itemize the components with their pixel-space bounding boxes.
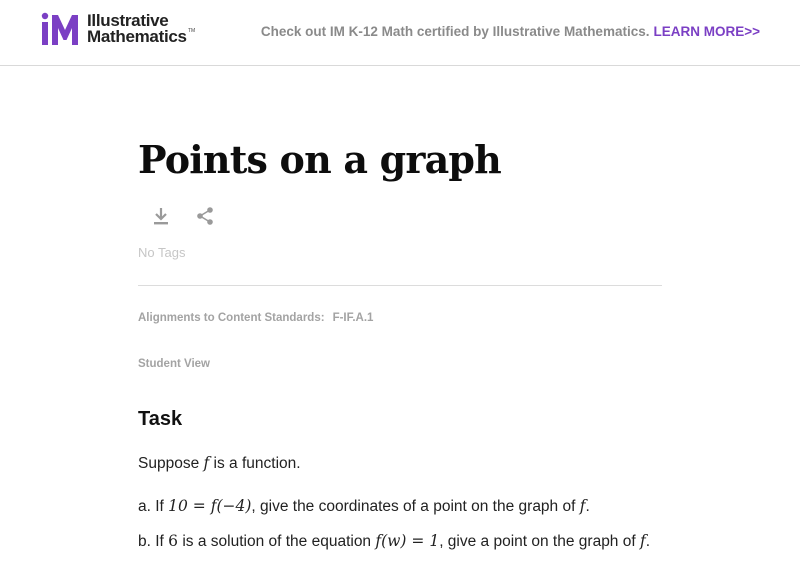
section-divider (138, 285, 662, 286)
promo-banner (261, 24, 760, 39)
intro-text-a: Suppose (138, 455, 204, 472)
im-logo-mark-icon (41, 12, 81, 46)
logo-trademark: TM (188, 28, 196, 34)
im-logo[interactable] (41, 11, 187, 47)
task-part-b (138, 529, 662, 554)
function-symbol: f (579, 497, 586, 515)
logo-line-2: Mathematics (87, 27, 187, 46)
page-title: Points on a graph (138, 137, 502, 182)
part-b-equation: f(w) = 1 (375, 532, 440, 550)
function-symbol: f (203, 454, 210, 472)
part-a-equation: 10 = f(−4) (168, 497, 252, 515)
part-b-text-d: . (645, 533, 651, 550)
logo-line-1: Illustrative (87, 11, 169, 30)
site-header (0, 0, 800, 66)
function-symbol: f (639, 532, 646, 550)
alignments-label: Alignments to Content Standards: (138, 312, 325, 324)
part-b-text-b: is a solution of the equation (178, 533, 376, 550)
part-b-text-a: b. If (138, 533, 169, 550)
share-icon[interactable] (196, 206, 214, 226)
part-a-text-c: . (585, 498, 590, 515)
standard-link[interactable]: F-IF.A.1 (332, 312, 374, 324)
promo-text: Check out IM K-12 Math certified by Illustrative Mathematics. (260, 24, 650, 39)
intro-text-b: is a function. (209, 455, 301, 472)
task-intro (138, 451, 662, 476)
part-b-text-c: , give a point on the graph of (439, 533, 640, 550)
logo-wordmark (87, 13, 187, 45)
tags-label: No Tags (138, 245, 186, 260)
task-part-a (138, 494, 662, 519)
student-view-link[interactable]: Student View (138, 358, 210, 370)
task-heading: Task (138, 408, 183, 430)
alignments-row (138, 312, 373, 324)
download-icon[interactable] (152, 206, 170, 226)
part-b-number: 6 (168, 532, 179, 550)
part-a-text-a: a. If (138, 498, 169, 515)
task-actions (152, 206, 214, 226)
learn-more-link[interactable]: LEARN MORE>> (653, 24, 760, 39)
part-a-text-b: , give the coordinates of a point on the graph of (251, 498, 580, 515)
